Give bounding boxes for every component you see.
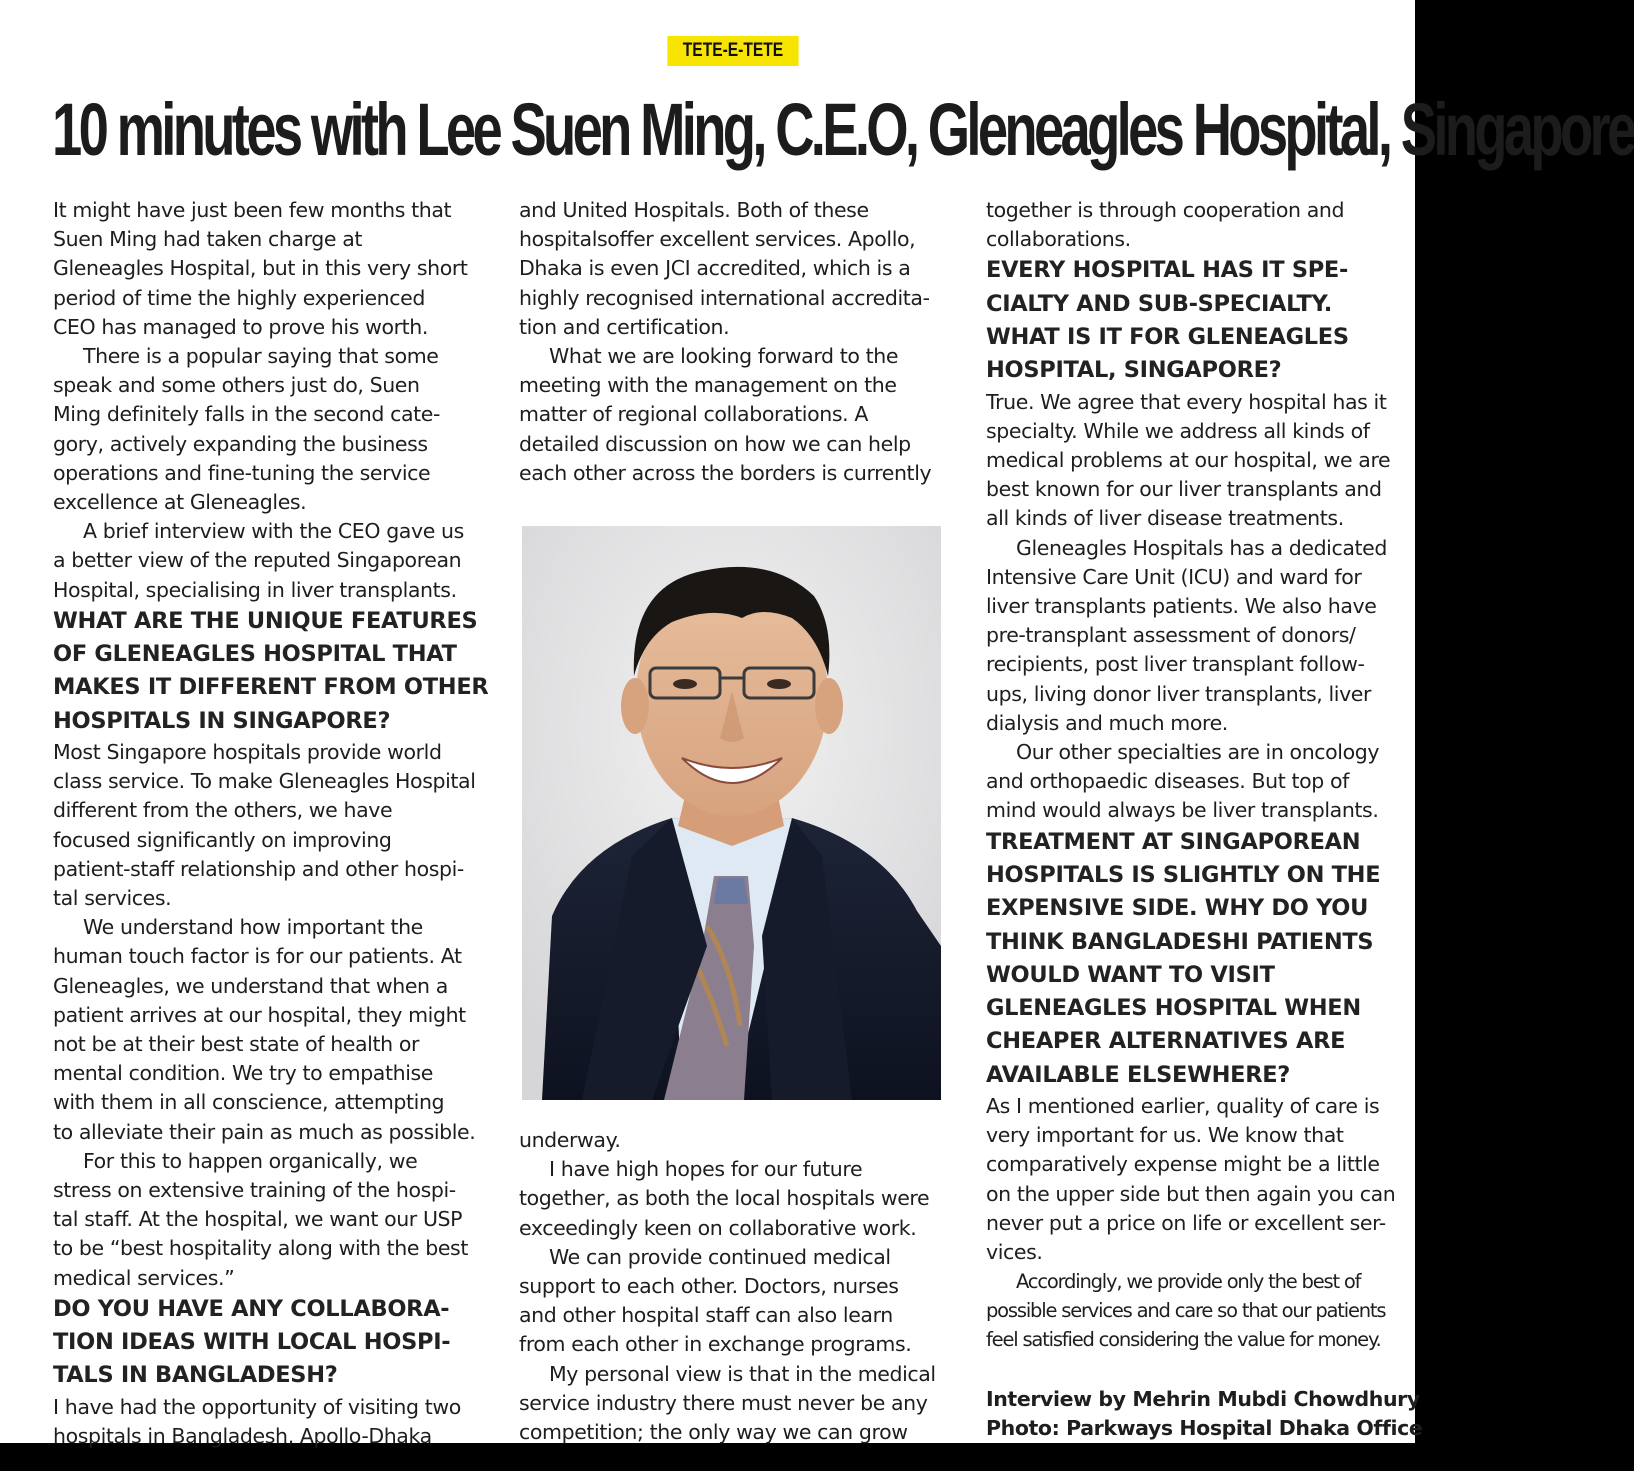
interview-question-line: EVERY HOSPITAL HAS IT SPE- xyxy=(986,257,1349,284)
body-text-line: not be at their best state of health or xyxy=(53,1032,419,1057)
interview-question-line: WHAT ARE THE UNIQUE FEATURES xyxy=(53,607,478,634)
body-text-line: never put a price on life or excellent ser- xyxy=(986,1210,1386,1235)
body-text-line: excellence at Gleneagles. xyxy=(53,490,307,515)
photo-credit: Photo: Parkways Hospital Dhaka Office xyxy=(986,1416,1423,1440)
body-text-line: competition; the only way we can grow xyxy=(519,1420,908,1445)
body-text-line: each other across the borders is currently xyxy=(519,460,932,485)
body-text-line: Our other specialties are in oncology xyxy=(1016,740,1380,765)
body-text-line: I have had the opportunity of visiting two xyxy=(53,1394,461,1419)
body-text-line: very important for us. We know that xyxy=(986,1123,1344,1148)
interview-question-line: CHEAPER ALTERNATIVES ARE xyxy=(986,1028,1346,1055)
body-text-line: highly recognised international accredita- xyxy=(519,285,930,310)
body-text-line: A brief interview with the CEO gave us xyxy=(83,519,464,544)
interview-question-line: HOSPITAL, SINGAPORE? xyxy=(986,357,1282,384)
body-text-line: tion and certification. xyxy=(519,314,730,339)
headline: 10 minutes with Lee Suen Ming, C.E.O, Gleneagles Hospital, Singapore xyxy=(52,88,1634,171)
body-text-line: and orthopaedic diseases. But top of xyxy=(986,769,1349,794)
body-text-line: service industry there must never be any xyxy=(519,1390,928,1415)
interview-question-line: TALS IN BANGLADESH? xyxy=(53,1362,338,1389)
body-text-line: We can provide continued medical xyxy=(549,1244,891,1269)
body-text-line: Intensive Care Unit (ICU) and ward for xyxy=(986,564,1362,589)
body-text-line: Gleneagles, we understand that when a xyxy=(53,973,448,998)
body-text-line: speak and some others just do, Suen xyxy=(53,373,420,398)
body-text-line: medical problems at our hospital, we are xyxy=(986,448,1391,472)
body-text-line: and United Hospitals. Both of these xyxy=(519,198,869,222)
body-text-line: Accordingly, we provide only the best of xyxy=(1016,1270,1361,1294)
body-text-line: support to each other. Doctors, nurses xyxy=(519,1274,899,1299)
article-column-1 xyxy=(53,196,493,1451)
body-text-line: gory, actively expanding the business xyxy=(53,431,428,456)
body-text-line: We understand how important the xyxy=(83,915,423,940)
body-text-line: operations and fine-tuning the service xyxy=(53,460,431,485)
body-text-line: My personal view is that in the medical xyxy=(549,1361,936,1386)
body-text-line: tal staff. At the hospital, we want our USP xyxy=(53,1207,463,1232)
body-text-line: As I mentioned earlier, quality of care is xyxy=(986,1094,1380,1119)
body-text-line: from each other in exchange programs. xyxy=(519,1332,912,1357)
interview-question-line: GLENEAGLES HOSPITAL WHEN xyxy=(986,995,1361,1022)
body-text-line: different from the others, we have xyxy=(53,798,393,823)
body-text-line: feel satisfied considering the value for money. xyxy=(986,1328,1381,1352)
body-text-line: pre-transplant assessment of donors/ xyxy=(986,623,1356,648)
body-text-line: CEO has managed to prove his worth. xyxy=(53,314,428,339)
body-text-line: medical services.” xyxy=(53,1265,235,1290)
body-text-line: matter of regional collaborations. A xyxy=(519,402,868,427)
interview-question-line: THINK BANGLADESHI PATIENTS xyxy=(986,928,1374,955)
body-text-line: patient-staff relationship and other hospi- xyxy=(53,856,464,881)
body-text-line: patient arrives at our hospital, they might xyxy=(53,1002,466,1027)
interview-question-line: HOSPITALS IS SLIGHTLY ON THE xyxy=(986,861,1381,888)
body-text-line: Dhaka is even JCI accredited, which is a xyxy=(519,256,911,281)
interview-question-line: CIALTY AND SUB-SPECIALTY. xyxy=(986,290,1333,317)
article-column-2-bottom xyxy=(519,1126,959,1447)
body-text-line: possible services and care so that our patients xyxy=(986,1299,1386,1323)
body-text-line: True. We agree that every hospital has it xyxy=(986,389,1387,414)
body-text-line: It might have just been few months that xyxy=(53,198,452,222)
section-kicker: TETE-E-TETE xyxy=(667,36,798,66)
body-text-line: underway. xyxy=(519,1128,621,1152)
portrait-photo xyxy=(522,526,941,1100)
body-text-line: exceedingly keen on collaborative work. xyxy=(519,1215,917,1240)
body-text-line: There is a popular saying that some xyxy=(83,344,439,369)
body-text-line: all kinds of liver disease treatments. xyxy=(986,506,1344,531)
interview-question-line: MAKES IT DIFFERENT FROM OTHER xyxy=(53,674,489,701)
body-text-line: to be “best hospitality along with the best xyxy=(53,1236,468,1261)
body-text-line: meeting with the management on the xyxy=(519,373,897,398)
body-text-line: together, as both the local hospitals were xyxy=(519,1186,930,1211)
interview-question-line: AVAILABLE ELSEWHERE? xyxy=(986,1061,1291,1088)
body-text-line: Gleneagles Hospital, but in this very short xyxy=(53,256,468,281)
interview-question-line: WOULD WANT TO VISIT xyxy=(986,961,1275,988)
interview-credit: Interview by Mehrin Mubdi Chowdhury xyxy=(986,1387,1420,1411)
body-text-line: and other hospital staff can also learn xyxy=(519,1303,893,1328)
body-text-line: class service. To make Gleneagles Hospital xyxy=(53,769,476,794)
body-text-line: mind would always be liver transplants. xyxy=(986,798,1379,823)
body-text-line: dialysis and much more. xyxy=(986,710,1228,735)
body-text-line: ups, living donor liver transplants, liver xyxy=(986,681,1372,706)
body-text-line: Ming definitely falls in the second cate- xyxy=(53,402,440,427)
interview-question-line: TION IDEAS WITH LOCAL HOSPI- xyxy=(53,1329,451,1356)
body-text-line: best known for our liver transplants and xyxy=(986,477,1382,502)
body-text-line: collaborations. xyxy=(986,227,1131,252)
body-text-line: mental condition. We try to empathise xyxy=(53,1061,433,1086)
body-text-line: with them in all conscience, attempting xyxy=(53,1090,445,1115)
body-text-line: stress on extensive training of the hospi- xyxy=(53,1178,456,1203)
body-text-line: What we are looking forward to the xyxy=(549,344,899,369)
body-text-line: together is through cooperation and xyxy=(986,198,1345,222)
body-text-line: focused significantly on improving xyxy=(53,827,392,852)
article-column-2-top xyxy=(519,196,959,488)
body-text-line: human touch factor is for our patients. At xyxy=(53,944,462,969)
body-text-line: hospitals in Bangladesh, Apollo-Dhaka xyxy=(53,1423,432,1448)
body-text-line: liver transplants patients. We also have xyxy=(986,594,1377,619)
interview-question-line: HOSPITALS IN SINGAPORE? xyxy=(53,707,391,734)
body-text-line: specialty. While we address all kinds of xyxy=(986,418,1370,443)
body-text-line: detailed discussion on how we can help xyxy=(519,431,911,456)
body-text-line: period of time the highly experienced xyxy=(53,285,425,310)
portrait-illustration xyxy=(522,526,941,1100)
body-text-line: hospitalsoffer excellent services. Apollo, xyxy=(519,227,916,252)
body-text-line: to alleviate their pain as much as possible. xyxy=(53,1119,476,1144)
body-text-line: on the upper side but then again you can xyxy=(986,1181,1396,1206)
body-text-line: Suen Ming had taken charge at xyxy=(53,227,363,252)
interview-question-line: TREATMENT AT SINGAPOREAN xyxy=(986,828,1361,855)
interview-question-line: EXPENSIVE SIDE. WHY DO YOU xyxy=(986,895,1369,922)
body-text-line: Most Singapore hospitals provide world xyxy=(53,740,442,765)
body-text-line: For this to happen organically, we xyxy=(83,1148,418,1173)
article-column-3 xyxy=(986,196,1426,1354)
interview-question-line: OF GLENEAGLES HOSPITAL THAT xyxy=(53,641,457,668)
body-text-line: Gleneagles Hospitals has a dedicated xyxy=(1016,535,1387,560)
body-text-line: vices. xyxy=(986,1240,1043,1265)
body-text-line: a better view of the reputed Singaporean xyxy=(53,548,462,573)
body-text-line: tal services. xyxy=(53,886,172,911)
body-text-line: I have high hopes for our future xyxy=(549,1157,863,1182)
body-text-line: recipients, post liver transplant follow- xyxy=(986,652,1365,677)
body-text-line: Hospital, specialising in liver transplants. xyxy=(53,577,457,602)
interview-question-line: DO YOU HAVE ANY COLLABORA- xyxy=(53,1295,450,1322)
credits-block xyxy=(986,1385,1426,1443)
interview-question-line: WHAT IS IT FOR GLENEAGLES xyxy=(986,324,1349,350)
body-text-line: comparatively expense might be a little xyxy=(986,1152,1380,1177)
